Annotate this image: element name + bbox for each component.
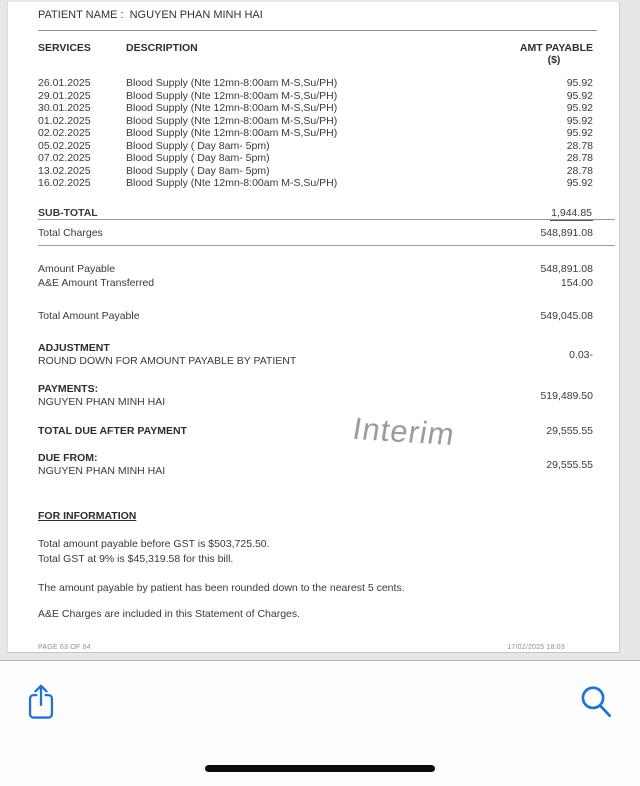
- service-amount: 95.92: [566, 77, 593, 89]
- amount-payable-value: 548,891.08: [540, 262, 593, 275]
- total-charges-row: [38, 227, 593, 239]
- info-line-gst-amount: Total GST at 9% is $45,319.58 for this bill.: [38, 552, 234, 565]
- table-row: [38, 115, 593, 128]
- service-amount: 95.92: [566, 89, 593, 102]
- search-button[interactable]: [578, 683, 614, 721]
- table-row: [38, 90, 593, 103]
- total-due-value: 29,555.55: [546, 424, 593, 437]
- ae-transferred-row: [38, 277, 593, 289]
- info-line-rounding: The amount payable by patient has been rounded down to the nearest 5 cents.: [38, 581, 405, 594]
- service-description: Blood Supply ( Day 8am- 5pm): [126, 164, 270, 177]
- header-services: SERVICES: [38, 42, 91, 54]
- total-due-label: TOTAL DUE AFTER PAYMENT: [38, 424, 187, 437]
- table-row: [38, 77, 593, 90]
- page-number: PAGE 63 OF 64: [38, 643, 91, 651]
- subtotal-amount: 1,944.85: [551, 206, 592, 219]
- divider: [38, 245, 615, 246]
- print-timestamp: 17/02/2025 18:03: [507, 643, 565, 651]
- patient-name-row: [38, 9, 597, 31]
- service-description: Blood Supply (Nte 12mn-8:00am M-S,Su/PH): [126, 177, 338, 189]
- subtotal-value: [483, 207, 593, 219]
- home-indicator[interactable]: [205, 765, 435, 772]
- total-amount-payable-row: [38, 310, 593, 322]
- subtotal-label: SUB-TOTAL: [38, 206, 98, 219]
- ae-transferred-label: A&E Amount Transferred: [38, 276, 155, 289]
- service-date: 30.01.2025: [38, 102, 91, 114]
- service-amount: 95.92: [566, 127, 593, 139]
- due-from-label: DUE FROM:: [38, 451, 98, 464]
- adjustment-value: 0.03-: [569, 348, 593, 361]
- document-page: [7, 2, 620, 653]
- service-description: Blood Supply ( Day 8am- 5pm): [126, 139, 270, 152]
- service-amount: 28.78: [566, 152, 593, 164]
- ae-transferred-value: 154.00: [560, 276, 593, 289]
- total-amount-payable-label: Total Amount Payable: [38, 309, 140, 322]
- payments-name: NGUYEN PHAN MINH HAI: [38, 395, 166, 408]
- table-row: [38, 177, 593, 190]
- service-date: 16.02.2025: [38, 177, 91, 189]
- adjustment-label: ADJUSTMENT: [38, 341, 110, 354]
- due-from-name: NGUYEN PHAN MINH HAI: [38, 464, 166, 477]
- document-content: [8, 2, 619, 652]
- service-date: 05.02.2025: [38, 139, 91, 152]
- share-icon: [26, 709, 56, 724]
- info-line-ae-charges: A&E Charges are included in this Statement of Charges.: [38, 607, 301, 620]
- payments-labels: [38, 383, 165, 409]
- services-rows: [38, 77, 593, 190]
- service-amount: 95.92: [566, 114, 593, 127]
- due-from-labels: [38, 452, 165, 478]
- payments-row: [38, 383, 593, 409]
- amount-payable-row: [38, 263, 593, 275]
- patient-name-label: PATIENT NAME :: [38, 9, 124, 21]
- table-row: [38, 127, 593, 140]
- service-date: 07.02.2025: [38, 152, 91, 164]
- for-information-heading: FOR INFORMATION: [38, 509, 137, 522]
- service-date: 26.01.2025: [38, 77, 91, 89]
- total-due-row: [38, 425, 593, 437]
- share-button[interactable]: [26, 683, 56, 721]
- adjustment-labels: [38, 342, 296, 368]
- header-description: DESCRIPTION: [126, 42, 198, 54]
- table-row: [38, 165, 593, 178]
- service-amount: 28.78: [566, 139, 593, 152]
- due-from-value: 29,555.55: [546, 458, 593, 471]
- service-description: Blood Supply (Nte 12mn-8:00am M-S,Su/PH): [126, 77, 338, 89]
- service-date: 01.02.2025: [38, 114, 91, 127]
- header-amount-line2: ($): [547, 54, 561, 66]
- service-description: Blood Supply (Nte 12mn-8:00am M-S,Su/PH): [126, 102, 338, 114]
- header-amount: [483, 42, 593, 66]
- service-description: Blood Supply (Nte 12mn-8:00am M-S,Su/PH): [126, 127, 338, 139]
- search-icon: [578, 709, 614, 724]
- service-amount: 95.92: [566, 177, 593, 189]
- divider: [38, 219, 615, 220]
- table-row: [38, 102, 593, 115]
- adjustment-row: [38, 342, 593, 368]
- total-charges-label: Total Charges: [38, 226, 103, 239]
- service-date: 02.02.2025: [38, 127, 91, 139]
- table-row: [38, 140, 593, 153]
- subtotal-row: [38, 207, 593, 219]
- page-footer: [38, 644, 593, 651]
- service-date: 13.02.2025: [38, 164, 91, 177]
- payments-value: 519,489.50: [540, 389, 593, 402]
- service-date: 29.01.2025: [38, 89, 91, 102]
- patient-name-value: NGUYEN PHAN MINH HAI: [129, 9, 263, 21]
- amount-payable-label: Amount Payable: [38, 262, 116, 275]
- total-amount-payable-value: 549,045.08: [540, 309, 593, 322]
- service-description: Blood Supply ( Day 8am- 5pm): [126, 152, 270, 164]
- payments-label: PAYMENTS:: [38, 382, 99, 395]
- service-amount: 28.78: [566, 164, 593, 177]
- adjustment-desc: ROUND DOWN FOR AMOUNT PAYABLE BY PATIENT: [38, 354, 297, 367]
- header-amount-line1: AMT PAYABLE: [519, 42, 593, 54]
- service-description: Blood Supply (Nte 12mn-8:00am M-S,Su/PH): [126, 114, 338, 127]
- interim-watermark: Interim: [350, 411, 458, 452]
- service-description: Blood Supply (Nte 12mn-8:00am M-S,Su/PH): [126, 89, 338, 102]
- due-from-row: [38, 452, 593, 478]
- total-charges-value: 548,891.08: [540, 226, 593, 239]
- table-row: [38, 152, 593, 165]
- info-line-gst-base: Total amount payable before GST is $503,725.50.: [38, 537, 270, 550]
- service-amount: 95.92: [566, 102, 593, 114]
- table-header: [38, 42, 593, 66]
